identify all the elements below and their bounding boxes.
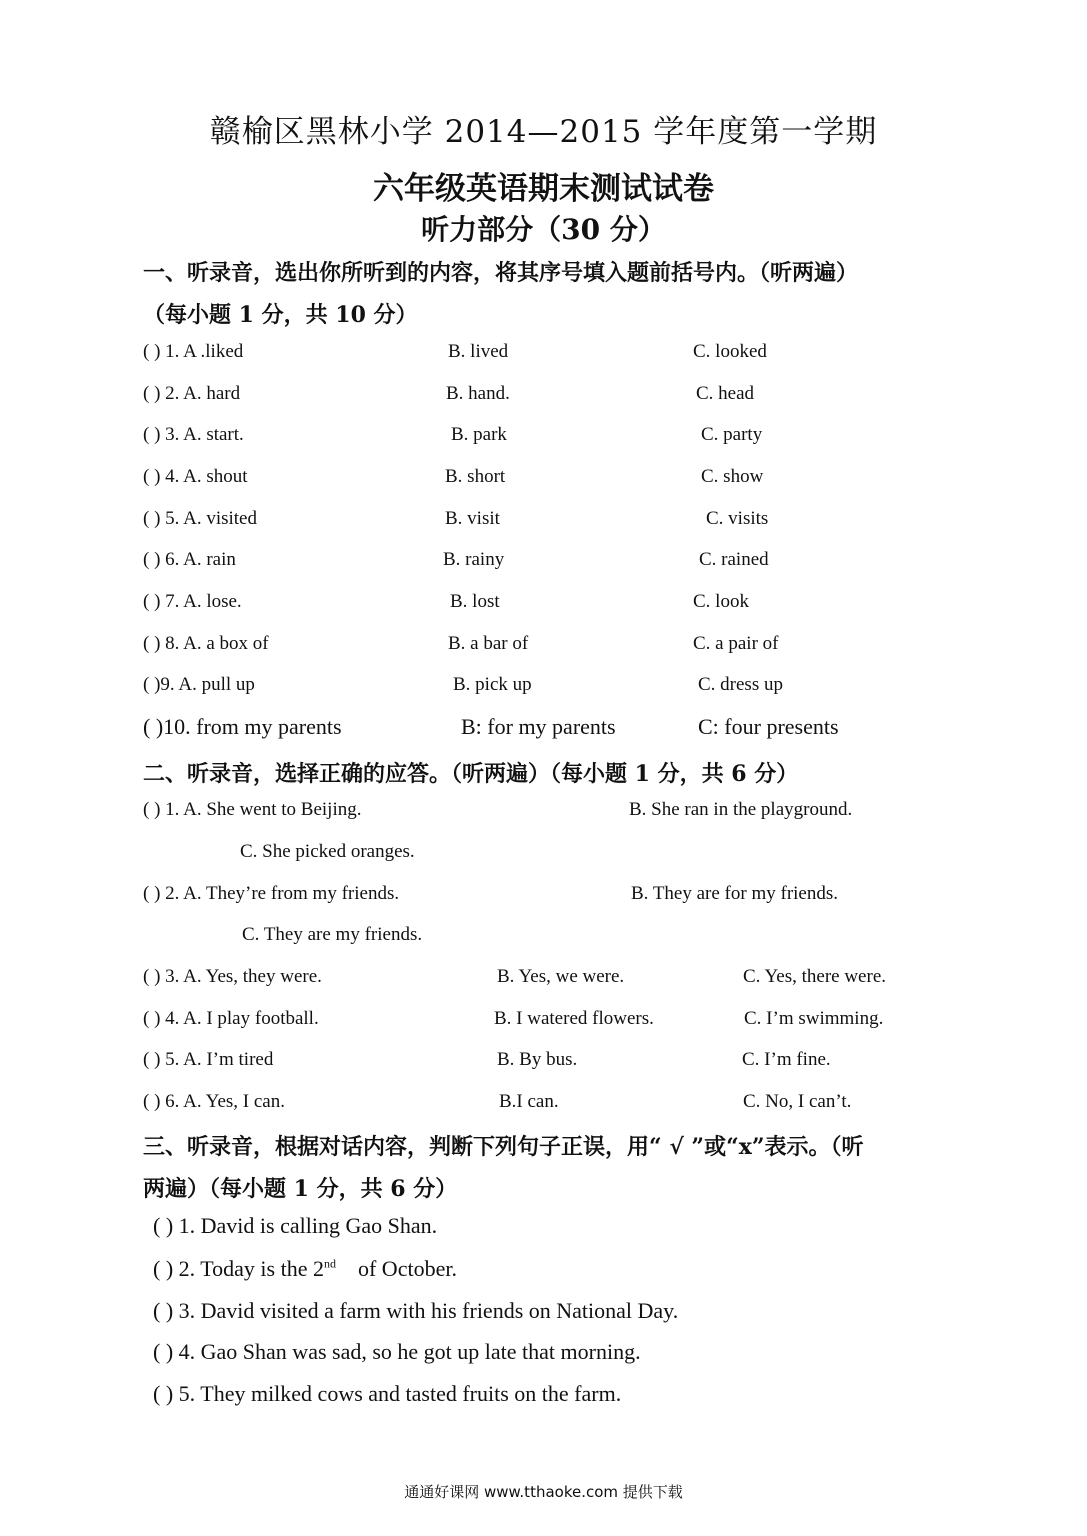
ordinal-suffix: nd <box>323 1256 336 1271</box>
s3-statement-4 <box>153 1339 983 1369</box>
option-a: ( ) 4. A. I play football. <box>143 1008 319 1029</box>
statement-text: ( ) 5. They milked cows and tasted fruits on the farm. <box>153 1381 622 1406</box>
s1-question-7 <box>143 591 973 621</box>
option-b: B. visit <box>445 508 500 529</box>
option-c: C. No, I can’t. <box>743 1091 852 1112</box>
option-c: C. a pair of <box>693 633 779 654</box>
statement-text: ( ) 4. Gao Shan was sad, so he got up late that morning. <box>153 1339 641 1364</box>
s1-question-4 <box>143 466 973 496</box>
option-b: B. They are for my friends. <box>631 883 839 904</box>
section3-heading: 三、听录音，根据对话内容，判断下列句子正误，用“ √ ”或“x”表示。（听 <box>143 1134 864 1160</box>
option-b: B. park <box>451 424 507 445</box>
option-b: B. lost <box>450 591 500 612</box>
option-a: ( ) 5. A. visited <box>143 508 257 529</box>
s1-question-6 <box>143 549 973 579</box>
option-b: B. Yes, we were. <box>497 966 625 987</box>
statement-text-start: ( ) 2. Today is the 2 <box>153 1256 324 1281</box>
option-c: C. looked <box>693 341 767 362</box>
option-a: ( ) 6. A. Yes, I can. <box>143 1091 285 1112</box>
s2-question-2 <box>143 883 973 913</box>
option-c: C. They are my friends. <box>242 924 423 945</box>
s2-question-6 <box>143 1091 973 1121</box>
exam-title: 六年级英语期末测试试卷 <box>373 171 714 207</box>
option-a: ( ) 1. A .liked <box>143 341 244 362</box>
option-c: C. show <box>701 466 764 487</box>
section1-heading-score: （每小题 1 分，共 10 分） <box>143 302 418 328</box>
option-a: ( ) 4. A. shout <box>143 466 248 487</box>
s2-question-4 <box>143 1008 973 1038</box>
statement-text: ( ) 3. David visited a farm with his friends on National Day. <box>153 1298 679 1323</box>
option-c: C. dress up <box>698 674 783 695</box>
s1-question-1 <box>143 341 973 371</box>
option-c: C: four presents <box>698 714 839 739</box>
s1-question-3 <box>143 424 973 454</box>
s2-question-1 <box>143 799 973 829</box>
option-b: B. lived <box>448 341 509 362</box>
statement-text <box>153 1256 457 1282</box>
section3-heading-score: 两遍）（每小题 1 分，共 6 分） <box>143 1176 458 1202</box>
option-a: ( ) 2. A. They’re from my friends. <box>143 883 400 904</box>
s3-statement-5 <box>153 1381 983 1411</box>
page-footer: 通通好课网 www.tthaoke.com 提供下载 <box>404 1483 683 1501</box>
option-a: ( ) 5. A. I’m tired <box>143 1049 274 1070</box>
s2-question-5 <box>143 1049 973 1079</box>
option-a: ( )10. from my parents <box>143 714 342 739</box>
option-c: C. I’m swimming. <box>744 1008 884 1029</box>
s1-question-8 <box>143 633 973 663</box>
option-b: B.I can. <box>499 1091 559 1112</box>
s1-question-2 <box>143 383 973 413</box>
option-b: B. rainy <box>443 549 505 570</box>
option-b: B. pick up <box>453 674 532 695</box>
option-b: B. hand. <box>446 383 510 404</box>
option-c: C. look <box>693 591 749 612</box>
option-a: ( ) 6. A. rain <box>143 549 236 570</box>
s2-question-3 <box>143 966 973 996</box>
s3-statement-1 <box>153 1213 983 1243</box>
option-b: B. By bus. <box>497 1049 578 1070</box>
option-a: ( ) 7. A. lose. <box>143 591 242 612</box>
option-b: B: for my parents <box>461 714 616 739</box>
option-a: ( ) 2. A. hard <box>143 383 241 404</box>
option-a: ( ) 1. A. She went to Beijing. <box>143 799 362 820</box>
s2-question-2-option-c <box>143 924 973 954</box>
s3-statement-2 <box>153 1256 983 1286</box>
section1-heading: 一、听录音，选出你所听到的内容，将其序号填入题前括号内。（听两遍） <box>143 260 859 286</box>
option-c: C. rained <box>699 549 769 570</box>
option-c: C. visits <box>706 508 769 529</box>
option-a: ( )9. A. pull up <box>143 674 255 695</box>
option-b: B. a bar of <box>448 633 529 654</box>
s1-question-5 <box>143 508 973 538</box>
option-b: B. She ran in the playground. <box>629 799 853 820</box>
option-c: C. head <box>696 383 755 404</box>
option-c: C. I’m fine. <box>742 1049 831 1070</box>
listening-part-title: 听力部分（30 分） <box>421 213 666 246</box>
s2-question-1-option-c <box>143 841 973 871</box>
option-c: C. She picked oranges. <box>240 841 415 862</box>
option-c: C. party <box>701 424 763 445</box>
option-b: B. short <box>445 466 506 487</box>
statement-text-end: of October. <box>357 1256 457 1281</box>
option-a: ( ) 3. A. Yes, they were. <box>143 966 322 987</box>
s1-question-10 <box>143 714 973 744</box>
option-a: ( ) 8. A. a box of <box>143 633 269 654</box>
statement-text: ( ) 1. David is calling Gao Shan. <box>153 1213 438 1238</box>
option-c: C. Yes, there were. <box>743 966 887 987</box>
school-title: 赣榆区黑林小学 2014—2015 学年度第一学期 <box>209 114 878 150</box>
s3-statement-3 <box>153 1298 983 1328</box>
s1-question-9 <box>143 674 973 704</box>
section2-heading: 二、听录音，选择正确的应答。（听两遍）（每小题 1 分，共 6 分） <box>143 761 799 787</box>
option-a: ( ) 3. A. start. <box>143 424 244 445</box>
option-b: B. I watered flowers. <box>494 1008 654 1029</box>
